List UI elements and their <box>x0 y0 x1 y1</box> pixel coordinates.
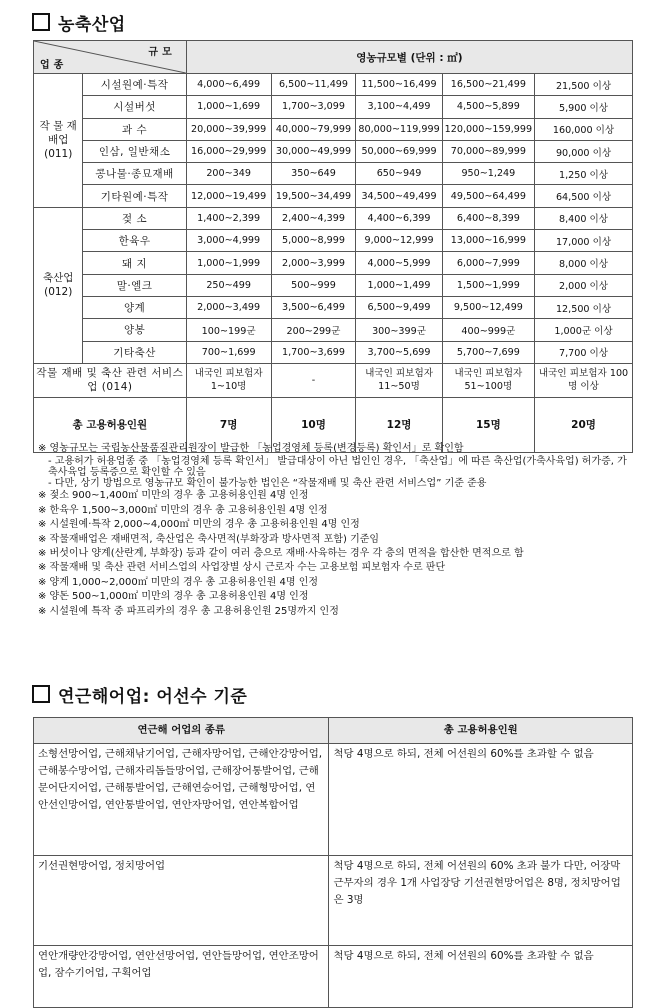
fishery-row <box>34 946 633 1008</box>
section-title-fishery: 연근해어업: 어선수 기준 <box>32 682 247 707</box>
item-label: 한육우 <box>83 230 186 252</box>
scale-cell: 400~999군 <box>442 319 534 341</box>
item-label: 인삼, 일반채소 <box>83 140 186 162</box>
scale-cell: 17,000 이상 <box>535 230 633 252</box>
scale-cell: 8,000 이상 <box>535 252 633 274</box>
table-row <box>34 185 633 207</box>
note-line: ※ 시설원예·특작 2,000~4,000㎡ 미만의 경우 총 고용허용인원 4명 인정 <box>38 519 360 531</box>
header-scale-label: 규모 <box>148 47 176 58</box>
section-title-agriculture: 농축산업 <box>32 10 126 35</box>
scale-cell: 4,500~5,899 <box>442 96 534 118</box>
item-label: 콩나물·종묘재배 <box>83 163 186 185</box>
note-line: ※ 양돈 500~1,000㎡ 미만의 경우 총 고용허용인원 4명 인정 <box>38 591 309 603</box>
fishery-limit: 척당 4명으로 하되, 전체 어선원의 60%를 초과할 수 없음 <box>329 744 633 856</box>
table-row <box>34 74 633 96</box>
fishery-table <box>33 717 633 1008</box>
item-label: 시설원예·특작 <box>83 74 186 96</box>
table-row <box>34 341 633 363</box>
service-cell: 내국인 피보험자 51~100명 <box>442 363 534 397</box>
item-label: 기타원예·특작 <box>83 185 186 207</box>
scale-cell: 650~949 <box>356 163 442 185</box>
group-label: 작 물 재배업 (011) <box>34 74 83 208</box>
service-label: 작물 재배 및 축산 관련 서비스업 (014) <box>34 363 187 397</box>
scale-cell: 9,500~12,499 <box>442 296 534 318</box>
fishery-type: 소형선망어업, 근해채낚기어업, 근해자망어업, 근해안강망어업, 근해봉수망어업, 근해자리돔들망어업, 근해장어통발어업, 근해문어단지어업, 근해통발어업, 근해연승어업, 근해형망어업, 연안선인망어업, 연안통발어업, 연안자망어업, 연안복합어업 <box>34 744 329 856</box>
total-cell: 7명 <box>186 397 271 452</box>
header-industry-label: 업종 <box>40 60 68 71</box>
scale-cell: 50,000~69,999 <box>356 140 442 162</box>
scale-cell: 3,100~4,499 <box>356 96 442 118</box>
scale-cell: 12,000~19,499 <box>186 185 271 207</box>
group-label: 축산업 (012) <box>34 207 83 363</box>
scale-cell: 2,000~3,499 <box>186 296 271 318</box>
scale-cell: 5,700~7,699 <box>442 341 534 363</box>
item-label: 과 수 <box>83 118 186 140</box>
note-line: ※ 작물재배업은 재배면적, 축산업은 축사면적(부화장과 방사면적 포함) 기준임 <box>38 533 380 545</box>
scale-cell: 21,500 이상 <box>535 74 633 96</box>
scale-cell: 13,000~16,999 <box>442 230 534 252</box>
table-row <box>34 96 633 118</box>
scale-cell: 250~499 <box>186 274 271 296</box>
notes <box>38 442 648 619</box>
scale-cell: 16,500~21,499 <box>442 74 534 96</box>
fishery-type: 연안개량안강망어업, 연안선망어업, 연안들망어업, 연안조망어업, 잠수기어업, 구획어업 <box>34 946 329 1008</box>
scale-cell: 1,000~1,999 <box>186 252 271 274</box>
note-line: ※ 영농규모는 국립농산물품질관리원장이 발급한 「농업경영체 등록(변경등록) 확인서」로 확인함 <box>38 443 464 454</box>
scale-cell: 3,000~4,999 <box>186 230 271 252</box>
scale-cell: 4,000~6,499 <box>186 74 271 96</box>
table-row <box>34 296 633 318</box>
scale-cell: 90,000 이상 <box>535 140 633 162</box>
scale-cell: 6,500~11,499 <box>271 74 356 96</box>
scale-cell: 4,000~5,999 <box>356 252 442 274</box>
item-label: 기타축산 <box>83 341 186 363</box>
note-line: ※ 한육우 1,500~3,000㎡ 미만의 경우 총 고용허용인원 4명 인정 <box>38 504 328 516</box>
fishery-limit: 척당 4명으로 하되, 전체 어선원의 60%를 초과할 수 없음 <box>329 946 633 1008</box>
note-line: ※ 버섯이나 양계(산란계, 부화장) 등과 같이 여러 층으로 재배·사육하는 경우 각 층의 면적을 합산한 면적으로 함 <box>38 548 524 560</box>
note-line: ※ 젖소 900~1,400㎡ 미만의 경우 총 고용허용인원 4명 인정 <box>38 490 309 502</box>
note-line: ※ 양계 1,000~2,000㎡ 미만의 경우 총 고용허용인원 4명 인정 <box>38 576 319 588</box>
scale-cell: 16,000~29,999 <box>186 140 271 162</box>
scale-cell: 6,000~7,999 <box>442 252 534 274</box>
scale-cell: 30,000~49,999 <box>271 140 356 162</box>
service-cell: 내국인 피보험자 100명 이상 <box>535 363 633 397</box>
scale-cell: 7,700 이상 <box>535 341 633 363</box>
scale-cell: 19,500~34,499 <box>271 185 356 207</box>
scale-cell: 6,500~9,499 <box>356 296 442 318</box>
scale-cell: 3,500~6,499 <box>271 296 356 318</box>
service-cell: 내국인 피보험자 11~50명 <box>356 363 442 397</box>
scale-cell: 100~199군 <box>186 319 271 341</box>
fishery-limit: 척당 4명으로 하되, 전체 어선원의 60% 초과 불가 다만, 어장막 근무자의 경우 1개 사업장당 기선권현망어업은 8명, 정치망어업은 3명 <box>329 856 633 946</box>
scale-cell: 20,000~39,999 <box>186 118 271 140</box>
item-label: 양봉 <box>83 319 186 341</box>
scale-cell: 1,500~1,999 <box>442 274 534 296</box>
fishery-table-body <box>34 744 633 1008</box>
scale-cell: 70,000~89,999 <box>442 140 534 162</box>
table-row <box>34 274 633 296</box>
scale-cell: 12,500 이상 <box>535 296 633 318</box>
table-row <box>34 252 633 274</box>
scale-cell: 40,000~79,999 <box>271 118 356 140</box>
item-label: 양계 <box>83 296 186 318</box>
scale-cell: 49,500~64,499 <box>442 185 534 207</box>
fishery-header-limit: 총 고용허용인원 <box>329 718 633 744</box>
scale-cell: 2,000~3,999 <box>271 252 356 274</box>
scale-cell: 1,000군 이상 <box>535 319 633 341</box>
item-label: 젖 소 <box>83 207 186 229</box>
scale-cell: 500~999 <box>271 274 356 296</box>
scale-cell: 350~649 <box>271 163 356 185</box>
table-row <box>34 230 633 252</box>
table-row <box>34 319 633 341</box>
service-cell: 내국인 피보험자 1~10명 <box>186 363 271 397</box>
note-line: - 고용허가 허용업종 중 「농업경영체 등록 확인서」 발급대상이 아닌 법인인 경우, 「축산업」에 따른 축산업(가축사육업) 허가증, 가축사육업 등록증으로 확인할 수 있음 <box>48 456 627 479</box>
scale-cell: 6,400~8,399 <box>442 207 534 229</box>
scale-cell: 200~349 <box>186 163 271 185</box>
table-row <box>34 207 633 229</box>
total-label: 총 고용허용인원 <box>34 397 187 452</box>
scale-cell: 11,500~16,499 <box>356 74 442 96</box>
scale-cell: 3,700~5,699 <box>356 341 442 363</box>
scale-cell: 1,250 이상 <box>535 163 633 185</box>
scale-cell: 5,000~8,999 <box>271 230 356 252</box>
note-line: - 다만, 상기 방법으로 영농규모 확인이 불가능한 법인은 “작물재배 및 축산 관련 서비스업” 기준 준용 <box>48 478 487 490</box>
fishery-row <box>34 856 633 946</box>
table-corner-header <box>34 41 187 74</box>
scale-cell: 200~299군 <box>271 319 356 341</box>
scale-cell: 4,400~6,399 <box>356 207 442 229</box>
scale-cell: 160,000 이상 <box>535 118 633 140</box>
scale-cell: 1,000~1,699 <box>186 96 271 118</box>
fishery-type: 기선권현망어업, 정치망어업 <box>34 856 329 946</box>
total-cell: 15명 <box>442 397 534 452</box>
scale-cell: 2,000 이상 <box>535 274 633 296</box>
scale-cell: 80,000~119,999 <box>356 118 442 140</box>
checkbox-square-icon <box>32 13 50 31</box>
scale-cell: 34,500~49,499 <box>356 185 442 207</box>
scale-cell: 1,000~1,499 <box>356 274 442 296</box>
scale-cell: 64,500 이상 <box>535 185 633 207</box>
scale-cell: 1,700~3,099 <box>271 96 356 118</box>
fishery-row <box>34 744 633 856</box>
table-row <box>34 140 633 162</box>
scale-cell: 950~1,249 <box>442 163 534 185</box>
header-scale: 영농규모별 (단위 : ㎡) <box>186 41 632 74</box>
total-cell: 12명 <box>356 397 442 452</box>
table-row <box>34 118 633 140</box>
scale-cell: 120,000~159,999 <box>442 118 534 140</box>
agriculture-table-body <box>34 74 633 453</box>
service-row <box>34 363 633 397</box>
agriculture-table <box>33 40 633 453</box>
note-line: ※ 작물재배 및 축산 관련 서비스업의 사업장별 상시 근로자 수는 고용보험 피보험자 수로 판단 <box>38 562 446 574</box>
fishery-header-type: 연근해 어업의 종류 <box>34 718 329 744</box>
item-label: 돼 지 <box>83 252 186 274</box>
scale-cell: 1,700~3,699 <box>271 341 356 363</box>
scale-cell: 700~1,699 <box>186 341 271 363</box>
scale-cell: 8,400 이상 <box>535 207 633 229</box>
checkbox-square-icon <box>32 685 50 703</box>
scale-cell: 2,400~4,399 <box>271 207 356 229</box>
item-label: 말·엘크 <box>83 274 186 296</box>
service-cell: - <box>271 363 356 397</box>
scale-cell: 9,000~12,999 <box>356 230 442 252</box>
scale-cell: 1,400~2,399 <box>186 207 271 229</box>
scale-cell: 300~399군 <box>356 319 442 341</box>
scale-cell: 5,900 이상 <box>535 96 633 118</box>
table-row <box>34 163 633 185</box>
note-line: ※ 시설원예 특작 중 파프리카의 경우 총 고용허용인원 25명까지 인정 <box>38 605 339 617</box>
total-cell: 10명 <box>271 397 356 452</box>
total-cell: 20명 <box>535 397 633 452</box>
item-label: 시설버섯 <box>83 96 186 118</box>
